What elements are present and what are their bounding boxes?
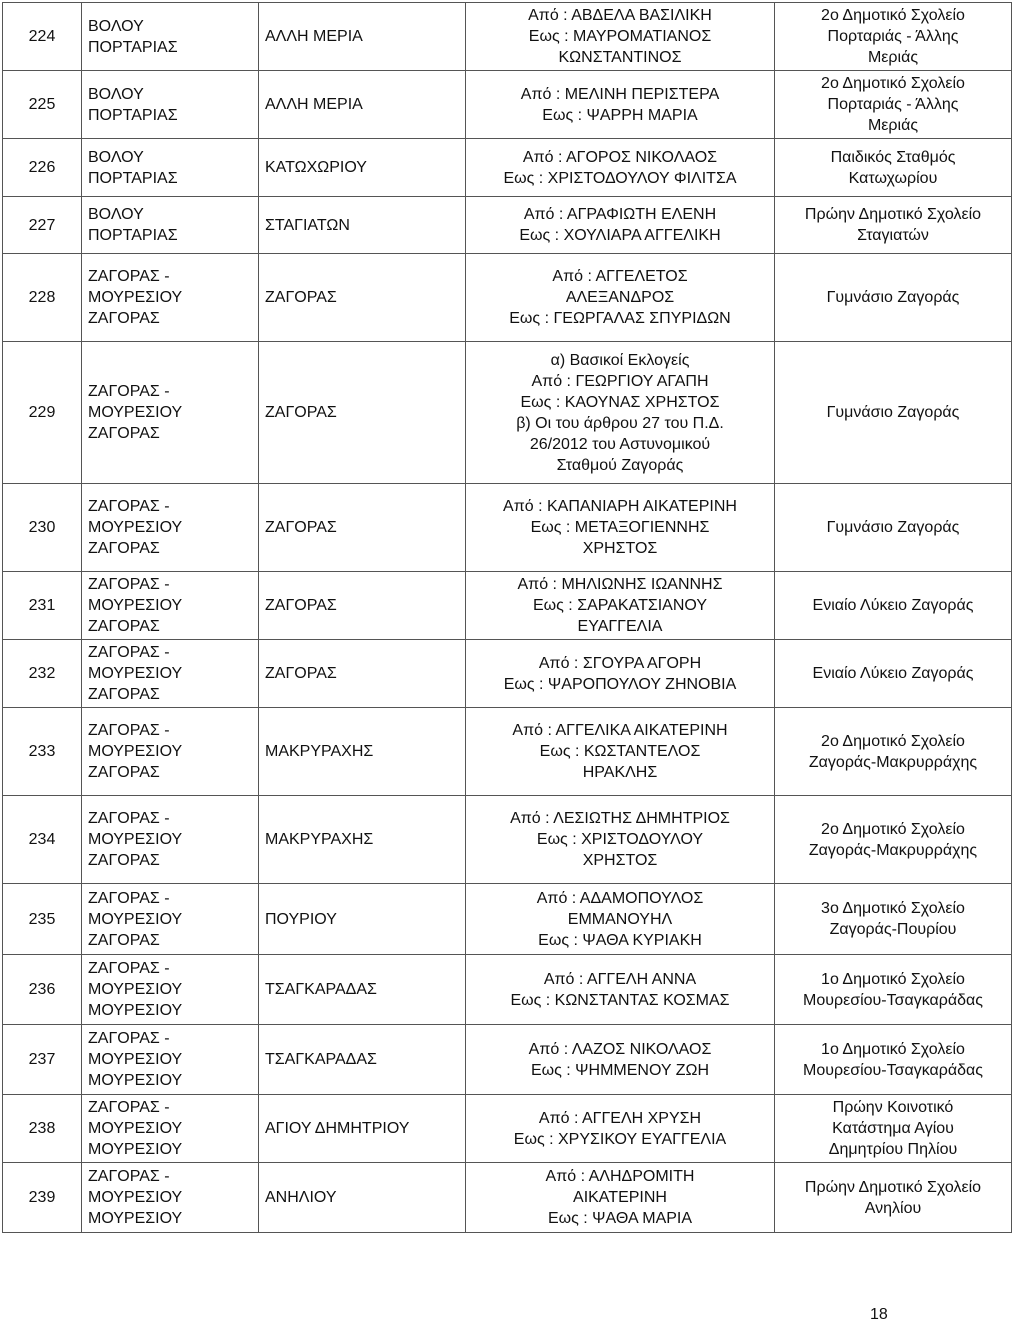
district-cell: ΖΑΓΟΡΑΣ (259, 640, 466, 708)
municipality-cell: ΖΑΓΟΡΑΣ - ΜΟΥΡΕΣΙΟΥ ΜΟΥΡΕΣΙΟΥ (82, 1163, 259, 1233)
voter-range-cell: α) Βασικοί Εκλογείς Από : ΓΕΩΡΓΙΟΥ ΑΓΑΠΗ Εως : ΚΑΟΥΝΑΣ ΧΡΗΣΤΟΣ β) Οι του άρθρου 27 του Π.Δ. 26/2012 του Αστυνομικού Σταθμού Ζαγοράς (466, 342, 775, 484)
polling-location-cell: 3ο Δημοτικό Σχολείο Ζαγοράς-Πουρίου (775, 884, 1012, 955)
polling-location-cell: 2ο Δημοτικό Σχολείο Πορταριάς - Άλλης Μεριάς (775, 3, 1012, 71)
polling-location-cell: Ενιαίο Λύκειο Ζαγοράς (775, 572, 1012, 640)
station-number: 236 (3, 955, 82, 1025)
municipality-cell: ΖΑΓΟΡΑΣ - ΜΟΥΡΕΣΙΟΥ ΖΑΓΟΡΑΣ (82, 342, 259, 484)
table-row (3, 254, 1012, 342)
district-cell: ΑΝΗΛΙΟΥ (259, 1163, 466, 1233)
polling-location-cell: Παιδικός Σταθμός Κατωχωρίου (775, 139, 1012, 197)
station-number: 239 (3, 1163, 82, 1233)
voter-range-cell: Από : ΑΓΡΑΦΙΩΤΗ ΕΛΕΝΗ Εως : ΧΟΥΛΙΑΡΑ ΑΓΓΕΛΙΚΗ (466, 197, 775, 254)
district-cell: ΣΤΑΓΙΑΤΩΝ (259, 197, 466, 254)
voter-range-cell: Από : ΑΔΑΜΟΠΟΥΛΟΣ ΕΜΜΑΝΟΥΗΛ Εως : ΨΑΘΑ ΚΥΡΙΑΚΗ (466, 884, 775, 955)
table-row (3, 3, 1012, 71)
table-row (3, 796, 1012, 884)
municipality-cell: ΒΟΛΟΥ ΠΟΡΤΑΡΙΑΣ (82, 71, 259, 139)
district-cell: ΜΑΚΡΥΡΑΧΗΣ (259, 708, 466, 796)
station-number: 233 (3, 708, 82, 796)
station-number: 230 (3, 484, 82, 572)
district-cell: ΑΛΛΗ ΜΕΡΙΑ (259, 3, 466, 71)
station-number: 231 (3, 572, 82, 640)
station-number: 225 (3, 71, 82, 139)
table-row (3, 640, 1012, 708)
voter-range-cell: Από : ΜΗΛΙΩΝΗΣ ΙΩΑΝΝΗΣ Εως : ΣΑΡΑΚΑΤΣΙΑΝΟΥ ΕΥΑΓΓΕΛΙΑ (466, 572, 775, 640)
table-row (3, 139, 1012, 197)
municipality-cell: ΖΑΓΟΡΑΣ - ΜΟΥΡΕΣΙΟΥ ΖΑΓΟΡΑΣ (82, 884, 259, 955)
table-row (3, 1025, 1012, 1095)
polling-location-cell: Ενιαίο Λύκειο Ζαγοράς (775, 640, 1012, 708)
table-body (3, 3, 1012, 1233)
municipality-cell: ΖΑΓΟΡΑΣ - ΜΟΥΡΕΣΙΟΥ ΖΑΓΟΡΑΣ (82, 254, 259, 342)
municipality-cell: ΖΑΓΟΡΑΣ - ΜΟΥΡΕΣΙΟΥ ΖΑΓΟΡΑΣ (82, 484, 259, 572)
polling-location-cell: 2ο Δημοτικό Σχολείο Ζαγοράς-Μακρυρράχης (775, 796, 1012, 884)
voter-range-cell: Από : ΑΛΗΔΡΟΜΙΤΗ ΑΙΚΑΤΕΡΙΝΗ Εως : ΨΑΘΑ ΜΑΡΙΑ (466, 1163, 775, 1233)
station-number: 235 (3, 884, 82, 955)
voter-range-cell: Από : ΑΓΟΡΟΣ ΝΙΚΟΛΑΟΣ Εως : ΧΡΙΣΤΟΔΟΥΛΟΥ ΦΙΛΙΤΣΑ (466, 139, 775, 197)
voter-range-cell: Από : ΛΕΣΙΩΤΗΣ ΔΗΜΗΤΡΙΟΣ Εως : ΧΡΙΣΤΟΔΟΥΛΟΥ ΧΡΗΣΤΟΣ (466, 796, 775, 884)
table-row (3, 71, 1012, 139)
voter-range-cell: Από : ΣΓΟΥΡΑ ΑΓΟΡΗ Εως : ΨΑΡΟΠΟΥΛΟΥ ΖΗΝΟΒΙΑ (466, 640, 775, 708)
municipality-cell: ΖΑΓΟΡΑΣ - ΜΟΥΡΕΣΙΟΥ ΜΟΥΡΕΣΙΟΥ (82, 1025, 259, 1095)
polling-location-cell: 2ο Δημοτικό Σχολείο Πορταριάς - Άλλης Μεριάς (775, 71, 1012, 139)
district-cell: ΤΣΑΓΚΑΡΑΔΑΣ (259, 1025, 466, 1095)
district-cell: ΚΑΤΩΧΩΡΙΟΥ (259, 139, 466, 197)
station-number: 227 (3, 197, 82, 254)
municipality-cell: ΒΟΛΟΥ ΠΟΡΤΑΡΙΑΣ (82, 197, 259, 254)
table-row (3, 955, 1012, 1025)
district-cell: ΠΟΥΡΙΟΥ (259, 884, 466, 955)
voter-range-cell: Από : ΛΑΖΟΣ ΝΙΚΟΛΑΟΣ Εως : ΨΗΜΜΕΝΟΥ ΖΩΗ (466, 1025, 775, 1095)
polling-stations-table (2, 2, 1012, 1233)
polling-location-cell: Πρώην Δημοτικό Σχολείο Ανηλίου (775, 1163, 1012, 1233)
voter-range-cell: Από : ΑΓΓΕΛΕΤΟΣ ΑΛΕΞΑΝΔΡΟΣ Εως : ΓΕΩΡΓΑΛΑΣ ΣΠΥΡΙΔΩΝ (466, 254, 775, 342)
voter-range-cell: Από : ΑΒΔΕΛΑ ΒΑΣΙΛΙΚΗ Εως : ΜΑΥΡΟΜΑΤΙΑΝΟΣ ΚΩΝΣΤΑΝΤΙΝΟΣ (466, 3, 775, 71)
district-cell: ΑΛΛΗ ΜΕΡΙΑ (259, 71, 466, 139)
table-row (3, 884, 1012, 955)
polling-location-cell: 1ο Δημοτικό Σχολείο Μουρεσίου-Τσαγκαράδας (775, 1025, 1012, 1095)
table-row (3, 1163, 1012, 1233)
district-cell: ΖΑΓΟΡΑΣ (259, 254, 466, 342)
municipality-cell: ΖΑΓΟΡΑΣ - ΜΟΥΡΕΣΙΟΥ ΜΟΥΡΕΣΙΟΥ (82, 955, 259, 1025)
polling-location-cell: 2ο Δημοτικό Σχολείο Ζαγοράς-Μακρυρράχης (775, 708, 1012, 796)
station-number: 237 (3, 1025, 82, 1095)
district-cell: ΖΑΓΟΡΑΣ (259, 572, 466, 640)
district-cell: ΤΣΑΓΚΑΡΑΔΑΣ (259, 955, 466, 1025)
station-number: 228 (3, 254, 82, 342)
page-number: 18 (870, 1306, 888, 1323)
municipality-cell: ΒΟΛΟΥ ΠΟΡΤΑΡΙΑΣ (82, 139, 259, 197)
table-row (3, 1095, 1012, 1163)
station-number: 224 (3, 3, 82, 71)
municipality-cell: ΒΟΛΟΥ ΠΟΡΤΑΡΙΑΣ (82, 3, 259, 71)
municipality-cell: ΖΑΓΟΡΑΣ - ΜΟΥΡΕΣΙΟΥ ΖΑΓΟΡΑΣ (82, 572, 259, 640)
polling-location-cell: Γυμνάσιο Ζαγοράς (775, 342, 1012, 484)
station-number: 226 (3, 139, 82, 197)
municipality-cell: ΖΑΓΟΡΑΣ - ΜΟΥΡΕΣΙΟΥ ΖΑΓΟΡΑΣ (82, 640, 259, 708)
table-row (3, 342, 1012, 484)
district-cell: ΖΑΓΟΡΑΣ (259, 484, 466, 572)
polling-location-cell: 1ο Δημοτικό Σχολείο Μουρεσίου-Τσαγκαράδας (775, 955, 1012, 1025)
voter-range-cell: Από : ΜΕΛΙΝΗ ΠΕΡΙΣΤΕΡΑ Εως : ΨΑΡΡΗ ΜΑΡΙΑ (466, 71, 775, 139)
voter-range-cell: Από : ΚΑΠΑΝΙΑΡΗ ΑΙΚΑΤΕΡΙΝΗ Εως : ΜΕΤΑΞΟΓΙΕΝΝΗΣ ΧΡΗΣΤΟΣ (466, 484, 775, 572)
district-cell: ΑΓΙΟΥ ΔΗΜΗΤΡΙΟΥ (259, 1095, 466, 1163)
voter-range-cell: Από : ΑΓΓΕΛΗ ΧΡΥΣΗ Εως : ΧΡΥΣΙΚΟΥ ΕΥΑΓΓΕΛΙΑ (466, 1095, 775, 1163)
voter-range-cell: Από : ΑΓΓΕΛΗ ΑΝΝΑ Εως : ΚΩΝΣΤΑΝΤΑΣ ΚΟΣΜΑΣ (466, 955, 775, 1025)
polling-location-cell: Γυμνάσιο Ζαγοράς (775, 254, 1012, 342)
municipality-cell: ΖΑΓΟΡΑΣ - ΜΟΥΡΕΣΙΟΥ ΜΟΥΡΕΣΙΟΥ (82, 1095, 259, 1163)
polling-location-cell: Πρώην Κοινοτικό Κατάστημα Αγίου Δημητρίου Πηλίου (775, 1095, 1012, 1163)
table-row (3, 572, 1012, 640)
station-number: 229 (3, 342, 82, 484)
polling-location-cell: Πρώην Δημοτικό Σχολείο Σταγιατών (775, 197, 1012, 254)
station-number: 238 (3, 1095, 82, 1163)
table-row (3, 197, 1012, 254)
polling-location-cell: Γυμνάσιο Ζαγοράς (775, 484, 1012, 572)
municipality-cell: ΖΑΓΟΡΑΣ - ΜΟΥΡΕΣΙΟΥ ΖΑΓΟΡΑΣ (82, 708, 259, 796)
table-row (3, 484, 1012, 572)
municipality-cell: ΖΑΓΟΡΑΣ - ΜΟΥΡΕΣΙΟΥ ΖΑΓΟΡΑΣ (82, 796, 259, 884)
voter-range-cell: Από : ΑΓΓΕΛΙΚΑ ΑΙΚΑΤΕΡΙΝΗ Εως : ΚΩΣΤΑΝΤΕΛΟΣ ΗΡΑΚΛΗΣ (466, 708, 775, 796)
station-number: 234 (3, 796, 82, 884)
district-cell: ΖΑΓΟΡΑΣ (259, 342, 466, 484)
station-number: 232 (3, 640, 82, 708)
table-row (3, 708, 1012, 796)
district-cell: ΜΑΚΡΥΡΑΧΗΣ (259, 796, 466, 884)
